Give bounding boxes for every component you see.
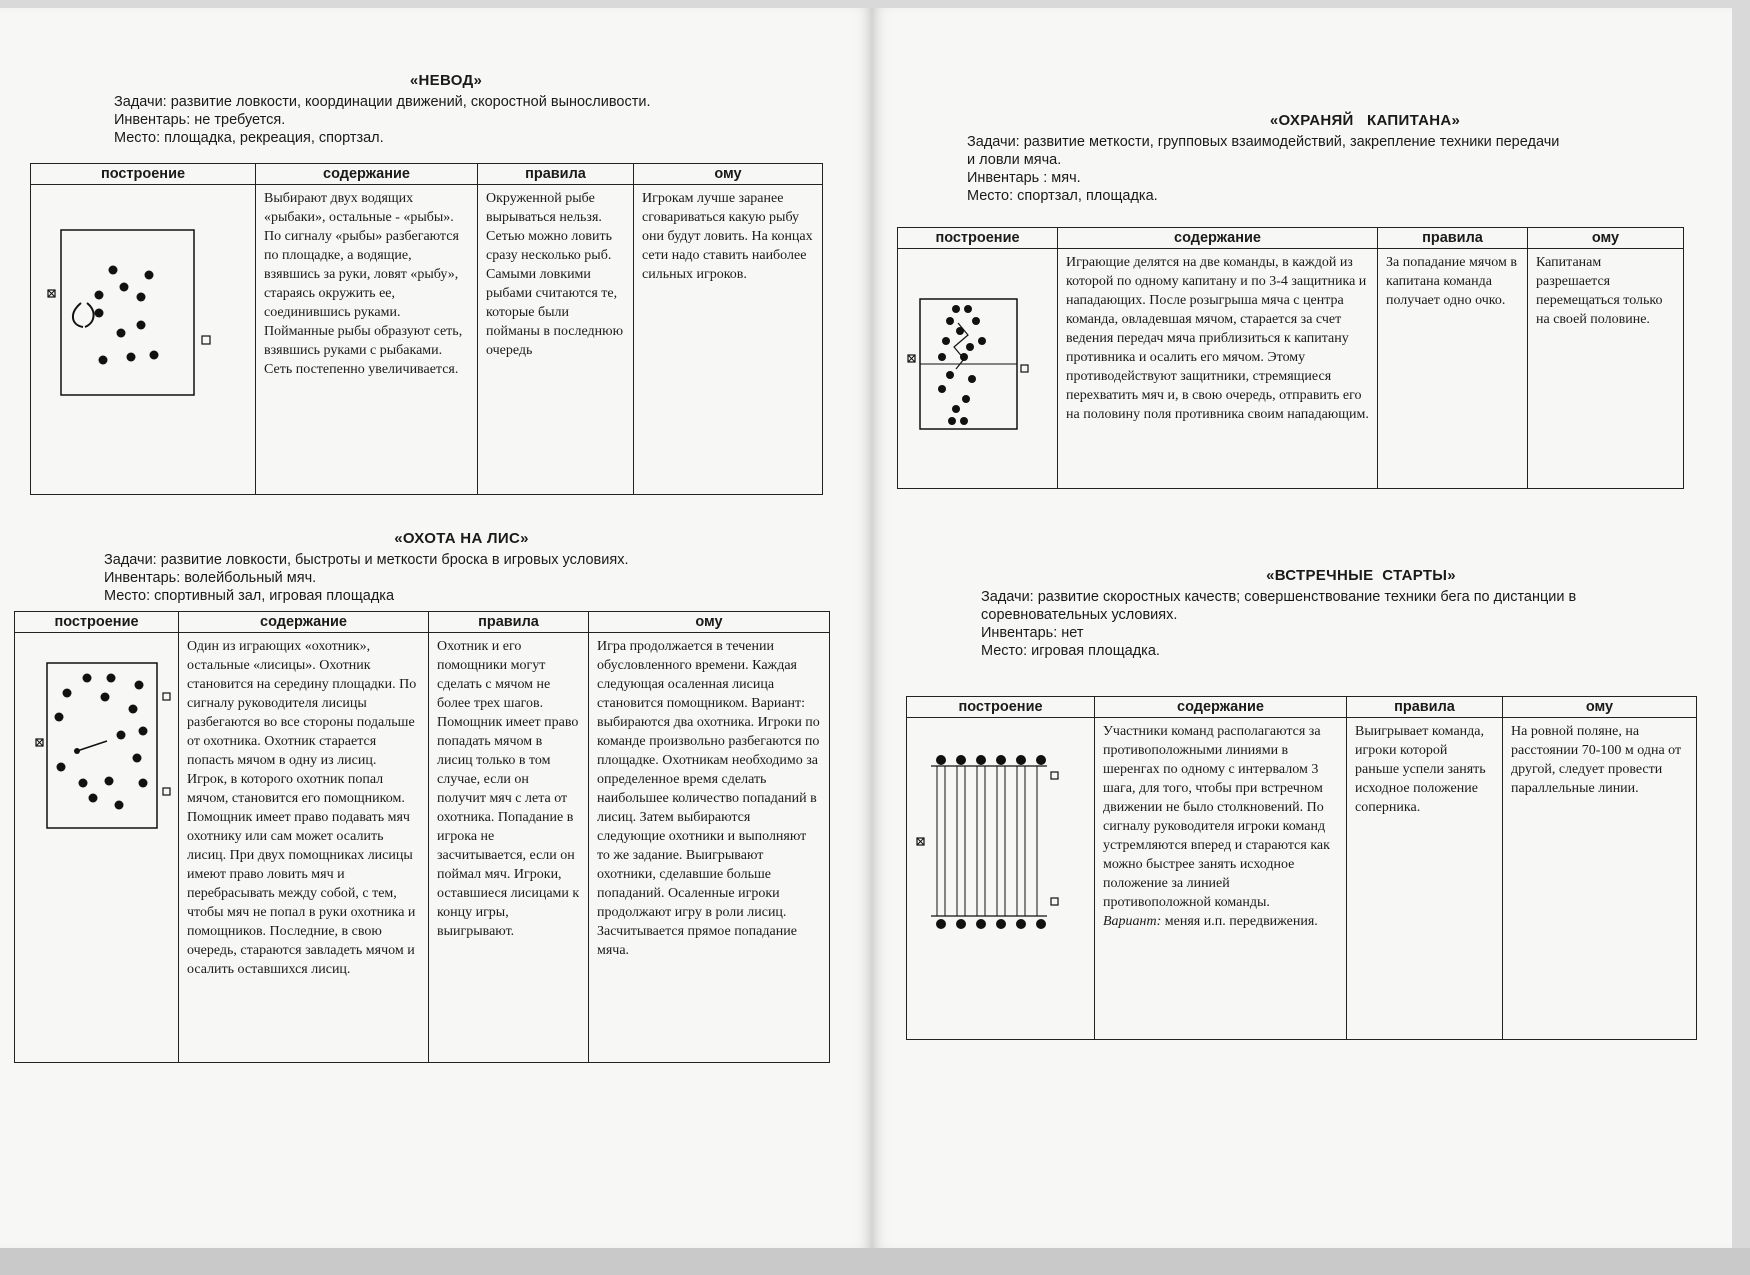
- note-cell: [634, 185, 823, 495]
- col-header-build: построение: [907, 697, 1095, 718]
- col-header-content: содержание: [1058, 228, 1378, 249]
- game-title: «ВСТРЕЧНЫЕ СТАРТЫ»: [1266, 567, 1456, 584]
- note-cell: [1503, 718, 1697, 1040]
- note-cell: [1528, 249, 1684, 489]
- scan-bottom-edge: [0, 1248, 1750, 1275]
- col-header-content: содержание: [256, 164, 478, 185]
- rules-cell: [1347, 718, 1503, 1040]
- game-tasks: Задачи: развитие ловкости, координации движений, скоростной выносливости.: [114, 94, 651, 110]
- game-captain: [897, 112, 1683, 489]
- content-cell: [1058, 249, 1378, 489]
- note-text: Капитанам разрешается перемещаться только на своей половине.: [1536, 255, 1663, 327]
- content-text: Играющие делятся на две команды, в каждой из которой по одному капитану и по 3-4 защитника и нападающих. После розыгрыша мяча с центра команда, овладевшая мячом, старается за счет ведения передач мяча приблизиться к капитану противника и осалить его мячом. Этому противодействуют защитники, стремящиеся перехватить мяч и, в свою очередь, отправить его на половину поля противника своим нападающим.: [1066, 255, 1369, 422]
- game-tasks: Задачи: развитие меткости, групповых взаимодействий, закрепление техники передачи и ловли мяча.: [967, 134, 1560, 168]
- note-text: Игра продолжается в течении обусловленного времени. Каждая следующая осаленная лисица становится помощником. Вариант: выбираются два охотника. Игроки по команде произвольно разбегаются по площадке. Охотникам необходимо за определенное время сделать наибольшее количество попаданий в лисиц. Затем выбираются следующие охотники и выполняют то же задание. Выигрывают охотники, сделавшие больше попаданий. Осаленные игроки продолжают игру в роли лисиц. Засчитывается прямое попадание мяча.: [597, 639, 820, 958]
- game-table: [897, 227, 1684, 489]
- game-table: [906, 696, 1697, 1040]
- rules-cell: [429, 633, 589, 1063]
- nevod-field-diagram: [31, 185, 256, 495]
- fox-field-diagram: [15, 633, 179, 1063]
- starts-field-diagram: [907, 718, 1095, 1040]
- rules-cell: [478, 185, 634, 495]
- game-nevod: [30, 72, 822, 495]
- content-cell: [179, 633, 429, 1063]
- note-text: Игрокам лучше заранее сговариваться какую рыбу они будут ловить. На концах сети надо ставить наиболее сильных игроков.: [642, 191, 813, 282]
- col-header-rules: правила: [429, 612, 589, 633]
- game-equipment: Инвентарь: не требуется.: [114, 112, 286, 128]
- game-place: Место: игровая площадка.: [981, 643, 1160, 659]
- rules-cell: [1378, 249, 1528, 489]
- game-equipment: Инвентарь: волейбольный мяч.: [104, 570, 317, 586]
- game-title: «ОХРАНЯЙ КАПИТАНА»: [1269, 112, 1461, 129]
- rules-text: За попадание мячом в капитана команда получает одно очко.: [1386, 255, 1518, 308]
- diagram-cell: [31, 185, 256, 495]
- content-cell: [1095, 718, 1347, 1040]
- game-tasks: Задачи: развитие ловкости, быстроты и меткости броска в игровых условиях.: [104, 552, 629, 568]
- content-text: Выбирают двух водящих «рыбаки», остальные - «рыбы». По сигналу «рыбы» разбегаются по площадке, а водящие, взявшись за руки, ловят «рыбу», стараясь окружить ее, соединившись руками. Пойманные рыбы образуют сеть, взявшись руками с рыбаками. Сеть постепенно увеличивается.: [264, 191, 463, 377]
- game-fox: [14, 530, 829, 1063]
- col-header-build: построение: [15, 612, 179, 633]
- game-table: [14, 611, 830, 1063]
- rules-text: Окруженной рыбе вырываться нельзя. Сетью можно ловить сразу несколько рыб. Самыми ловкими рыбами считаются те, которые были пойманы в последнюю очередь: [486, 191, 624, 358]
- col-header-note: ому: [1503, 697, 1697, 718]
- col-header-build: построение: [31, 164, 256, 185]
- content-cell: [256, 185, 478, 495]
- col-header-build: построение: [898, 228, 1058, 249]
- col-header-note: ому: [589, 612, 830, 633]
- col-header-rules: правила: [1347, 697, 1503, 718]
- game-tasks: Задачи: развитие скоростных качеств; совершенствование техники бега по дистанции в соревновательных условиях.: [981, 589, 1577, 623]
- variant-line: [1103, 912, 1338, 931]
- variant-label: Вариант:: [1103, 914, 1162, 929]
- game-place: Место: спортзал, площадка.: [967, 188, 1158, 204]
- diagram-cell: [907, 718, 1095, 1040]
- game-place: Место: площадка, рекреация, спортзал.: [114, 130, 384, 146]
- game-equipment: Инвентарь : мяч.: [967, 170, 1081, 186]
- game-title: «ОХОТА НА ЛИС»: [394, 530, 529, 547]
- col-header-rules: правила: [478, 164, 634, 185]
- rules-text: Выигрывает команда, игроки которой раньше успели занять исходное положение соперника.: [1355, 724, 1486, 815]
- col-header-note: ому: [634, 164, 823, 185]
- col-header-content: содержание: [179, 612, 429, 633]
- captain-field-diagram: [898, 249, 1058, 489]
- note-cell: [589, 633, 830, 1063]
- game-title: «НЕВОД»: [409, 72, 483, 89]
- content-text: Участники команд располагаются за противоположными линиями в шеренгах по одному с интервалом 3 шага, для того, чтобы при встречном движении не было столкновений. По сигналу руководителя игроки команд устремляются вперед и стараются как можно быстрее занять исходное положение за линией противоположной команды.: [1103, 724, 1330, 910]
- game-starts: [906, 567, 1696, 1040]
- game-place: Место: спортивный зал, игровая площадка: [104, 588, 395, 604]
- content-text: Один из играющих «охотник», остальные «лисицы». Охотник становится на середину площадки. По сигналу руководителя лисицы разбегаются во все стороны подальше от охотника. Охотник старается попасть мячом в одну из лисиц. Игрок, в которого охотник попал мячом, становится его помощником. Помощник имеет право подавать мяч охотнику или сам может осалить лисиц. При двух помощниках лисицы имеют право ловить мяч и перебрасывать между собой, с тем, чтобы мяч не попал в руки охотника и помощников. Последние, в свою очередь, стараются завладеть мячом и осалить оставшихся лисиц.: [187, 639, 417, 977]
- col-header-note: ому: [1528, 228, 1684, 249]
- col-header-rules: правила: [1378, 228, 1528, 249]
- diagram-cell: [898, 249, 1058, 489]
- note-text: На ровной поляне, на расстоянии 70-100 м одна от другой, следует провести параллельные линии.: [1511, 724, 1682, 796]
- rules-text: Охотник и его помощники могут сделать с мячом не более трех шагов. Помощник имеет право попадать мячом в лисиц только в том случае, если он получит мяч с лета от охотника. Попадание в игрока не засчитывается, если он поймал мяч. Игроки, оставшиеся лисицами к концу игры, выигрывают.: [437, 639, 580, 939]
- game-table: [30, 163, 823, 495]
- diagram-cell: [15, 633, 179, 1063]
- variant-text: меняя и.п. передвижения.: [1161, 914, 1318, 929]
- game-equipment: Инвентарь: нет: [981, 625, 1084, 641]
- col-header-content: содержание: [1095, 697, 1347, 718]
